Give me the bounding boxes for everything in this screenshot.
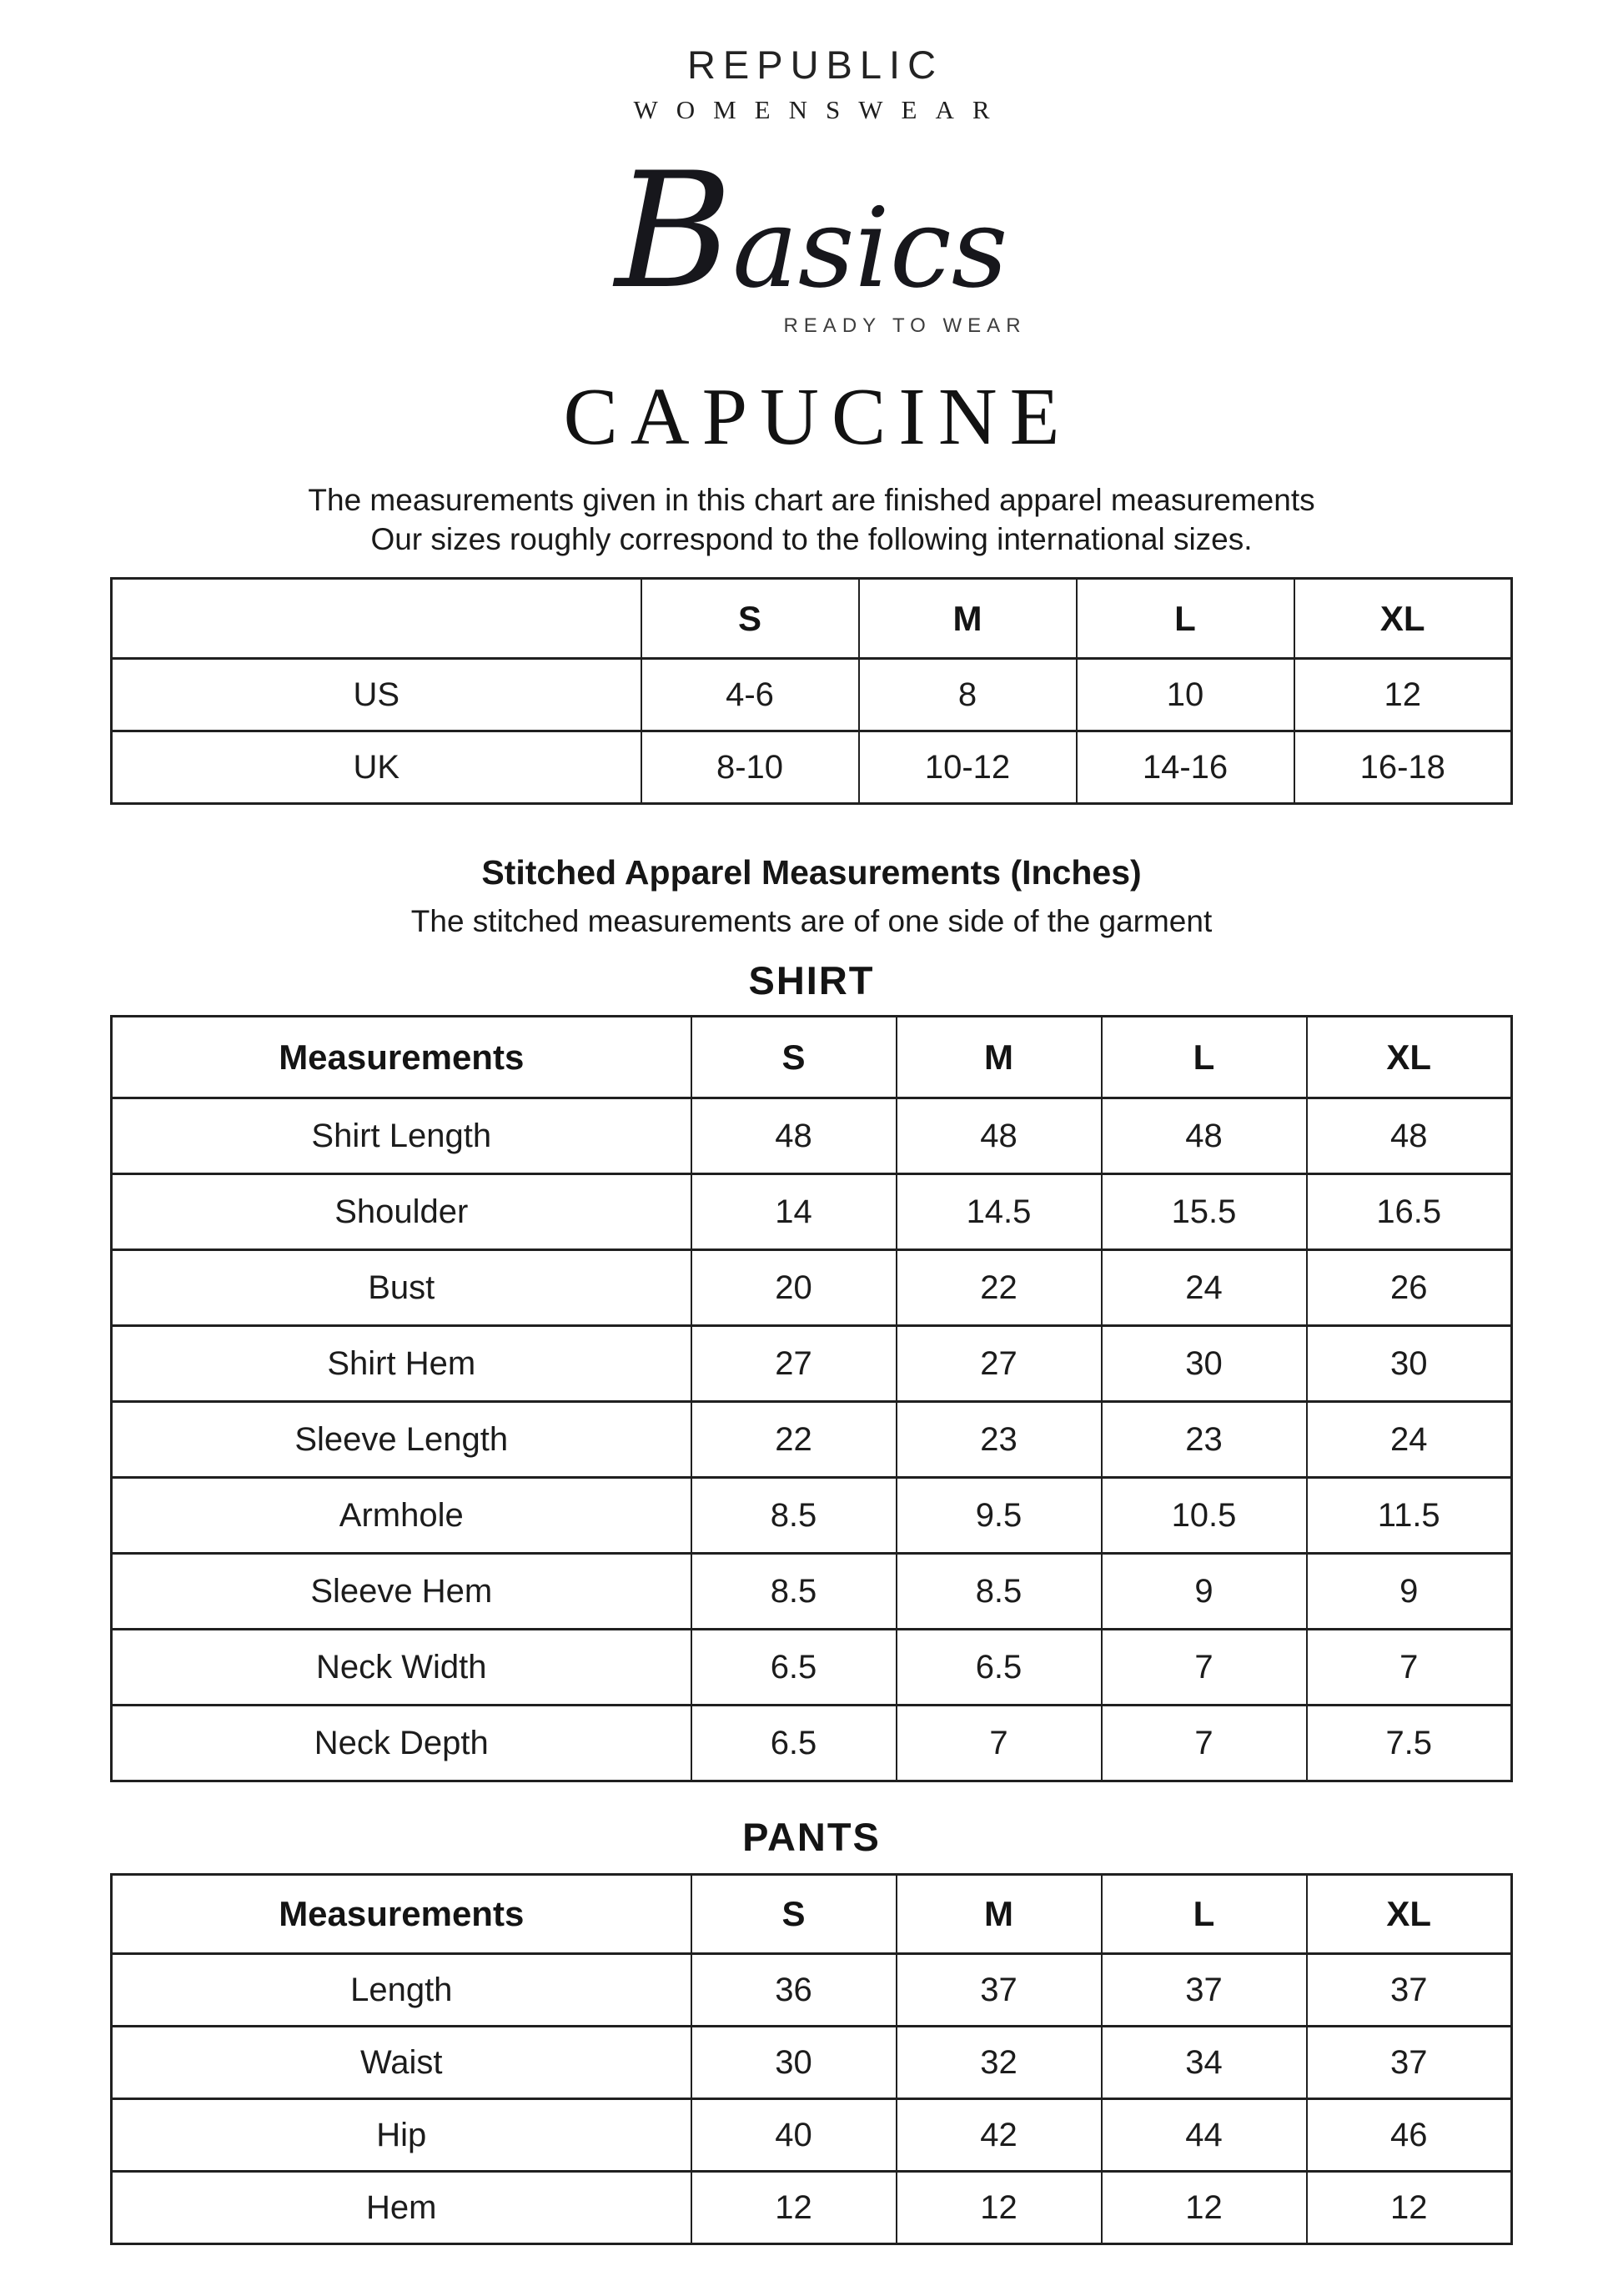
cell: 7 [897,1706,1102,1781]
intro-line-2: Our sizes roughly correspond to the following international sizes. [370,522,1253,557]
cell: 8-10 [641,731,859,804]
cell: 11.5 [1307,1478,1512,1554]
measurements-header: Measurements [112,1017,691,1098]
pants-section-title: PANTS [742,1815,881,1860]
cell: 8 [859,659,1077,731]
table-row [112,1630,1512,1706]
cell: 22 [897,1250,1102,1326]
cell: 42 [897,2099,1102,2172]
cell: 27 [691,1326,897,1402]
row-label: Armhole [112,1478,691,1554]
size-header-xl: XL [1294,579,1512,659]
cell: 48 [691,1098,897,1174]
cell: 30 [691,2027,897,2099]
cell: 30 [1307,1326,1512,1402]
cell: 48 [1307,1098,1512,1174]
table-row [112,1706,1512,1781]
cell: 6.5 [691,1630,897,1706]
size-header-l: L [1077,579,1294,659]
cell: 10.5 [1102,1478,1307,1554]
size-header-l: L [1102,1017,1307,1098]
cell: 16.5 [1307,1174,1512,1250]
cell: 12 [691,2172,897,2244]
section-title: Stitched Apparel Measurements (Inches) [481,853,1142,892]
intl-row-uk [112,731,1512,804]
table-row [112,1554,1512,1630]
table-row [112,1402,1512,1478]
table-row [112,2027,1512,2099]
cell: 9.5 [897,1478,1102,1554]
row-label: Sleeve Hem [112,1554,691,1630]
cell: 37 [1102,1954,1307,2027]
cell: 8.5 [897,1554,1102,1630]
cell: 16-18 [1294,731,1512,804]
table-row [112,1326,1512,1402]
cell: 6.5 [691,1706,897,1781]
cell: 40 [691,2099,897,2172]
cell: 34 [1102,2027,1307,2099]
table-row [112,1174,1512,1250]
table-row [112,2172,1512,2244]
cell: 48 [897,1098,1102,1174]
cell: 14-16 [1077,731,1294,804]
cell: 7.5 [1307,1706,1512,1781]
row-label: UK [112,731,641,804]
row-label: Bust [112,1250,691,1326]
row-label: Waist [112,2027,691,2099]
cell: 37 [1307,2027,1512,2099]
intl-row-us [112,659,1512,731]
row-label: Hip [112,2099,691,2172]
cell: 6.5 [897,1630,1102,1706]
cell: 24 [1307,1402,1512,1478]
pants-measurements-table [110,1873,1513,2245]
cell: 44 [1102,2099,1307,2172]
cell: 32 [897,2027,1102,2099]
row-label: Neck Depth [112,1706,691,1781]
size-header-s: S [691,1875,897,1954]
cell: 30 [1102,1326,1307,1402]
section-subtitle: The stitched measurements are of one side of the garment [410,904,1213,939]
intl-header-row [112,579,1512,659]
row-label: Shirt Hem [112,1326,691,1402]
size-header-l: L [1102,1875,1307,1954]
cell: 8.5 [691,1554,897,1630]
row-label: Neck Width [112,1630,691,1706]
measurements-header: Measurements [112,1875,691,1954]
brand-name: REPUBLIC [686,43,944,87]
cell: 9 [1307,1554,1512,1630]
size-header-m: M [897,1875,1102,1954]
cell: 22 [691,1402,897,1478]
product-title: CAPUCINE [563,371,1073,462]
cell: 14 [691,1174,897,1250]
cell: 23 [1102,1402,1307,1478]
basics-script-logo: Basics [615,138,1008,324]
table-row [112,1250,1512,1326]
cell: 4-6 [641,659,859,731]
shirt-measurements-table [110,1015,1513,1782]
international-size-table [110,577,1513,805]
size-header-s: S [691,1017,897,1098]
cell: 10 [1077,659,1294,731]
cell: 20 [691,1250,897,1326]
cell: 27 [897,1326,1102,1402]
cell: 36 [691,1954,897,2027]
table-row [112,1478,1512,1554]
size-header-s: S [641,579,859,659]
size-header-m: M [859,579,1077,659]
cell: 37 [897,1954,1102,2027]
cell: 10-12 [859,731,1077,804]
row-label: Sleeve Length [112,1402,691,1478]
brand-subname: WOMENSWEAR [633,95,1008,124]
cell: 23 [897,1402,1102,1478]
size-header-xl: XL [1307,1017,1512,1098]
cell: 12 [1307,2172,1512,2244]
cell: 7 [1102,1706,1307,1781]
cell: 7 [1102,1630,1307,1706]
cell: 26 [1307,1250,1512,1326]
pants-header-row [112,1875,1512,1954]
cell: 15.5 [1102,1174,1307,1250]
cell: 48 [1102,1098,1307,1174]
cell: 12 [897,2172,1102,2244]
row-label: Hem [112,2172,691,2244]
cell: 7 [1307,1630,1512,1706]
cell: 12 [1294,659,1512,731]
row-label: Length [112,1954,691,2027]
size-header-m: M [897,1017,1102,1098]
logo-tagline: READY TO WEAR [783,314,1027,337]
intro-text [0,480,1623,560]
cell: 9 [1102,1554,1307,1630]
table-row [112,1954,1512,2027]
shirt-section-title: SHIRT [748,958,875,1003]
cell: 24 [1102,1250,1307,1326]
intro-line-1: The measurements given in this chart are finished apparel measurements [308,482,1315,517]
intl-corner-cell [112,579,641,659]
shirt-header-row [112,1017,1512,1098]
cell: 12 [1102,2172,1307,2244]
cell: 37 [1307,1954,1512,2027]
row-label: US [112,659,641,731]
cell: 46 [1307,2099,1512,2172]
table-row [112,2099,1512,2172]
size-header-xl: XL [1307,1875,1512,1954]
table-row [112,1098,1512,1174]
cell: 14.5 [897,1174,1102,1250]
row-label: Shirt Length [112,1098,691,1174]
cell: 8.5 [691,1478,897,1554]
row-label: Shoulder [112,1174,691,1250]
